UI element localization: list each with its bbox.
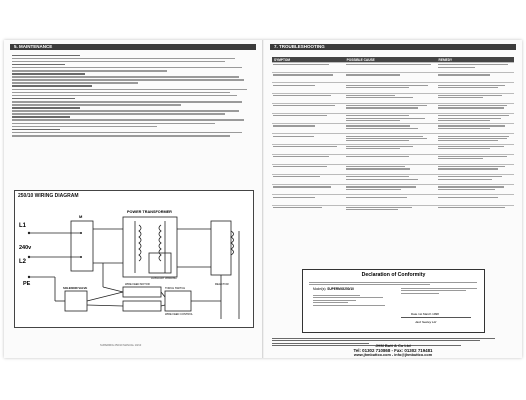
wiring-diagram (14, 190, 254, 328)
left-page-footer: SUPERMIG 250/10 MANUAL 10/10 (100, 344, 142, 347)
troubleshooting-table (272, 57, 514, 215)
declaration-of-conformity (302, 269, 485, 333)
right-page (264, 40, 522, 358)
table-row (272, 113, 514, 123)
table-row (272, 103, 514, 113)
troubleshooting-rows (272, 63, 514, 215)
label-torch: TORCH SWITCH (165, 287, 186, 290)
declaration-date: Date 1st March 1998 (411, 312, 439, 316)
table-row (272, 164, 514, 174)
table-row (272, 93, 514, 103)
declaration-signatory: Jack Seeley Ltd (415, 320, 437, 324)
table-row (272, 154, 514, 164)
label-solenoid: SOLENOID VALVE (63, 286, 88, 290)
table-row (272, 185, 514, 195)
company-web: www.jhmbuttco.com - info@jhmbuttco.com (353, 353, 433, 357)
label-l1: L1 (19, 223, 27, 229)
label-control: WIRE FEED CONTROL (165, 313, 193, 316)
col-cause: POSSIBLE CAUSE (345, 57, 437, 63)
table-row (272, 134, 514, 144)
troubleshooting-heading: 7. TROUBLESHOOTING (270, 44, 516, 50)
label-l2: L2 (19, 259, 27, 265)
model-value: SUPERMIG250/10 (327, 287, 354, 291)
label-auxiliary: AUXILIARY WINDING (151, 277, 177, 280)
table-row (272, 144, 514, 154)
manual-spread (4, 40, 522, 358)
maintenance-text (12, 53, 254, 138)
label-pe: PE (23, 281, 31, 287)
declaration-title: Declaration of Conformity (361, 272, 426, 278)
label-transformer: POWER TRANSFORMER (127, 210, 172, 214)
label-reactor: REACTOR (215, 282, 229, 286)
label-m: M (79, 214, 83, 219)
left-page (4, 40, 263, 358)
model-label: Model(s): (313, 287, 327, 291)
diagram-title: 250/10 WIRING DIAGRAM (18, 193, 79, 199)
table-row (272, 73, 514, 83)
label-motor: WIRE FEED MOTOR (125, 283, 150, 286)
maintenance-heading: 5. MAINTENANCE (10, 44, 256, 50)
table-row (272, 205, 514, 215)
table-row (272, 83, 514, 93)
declaration-standards (313, 293, 391, 307)
company-phone: Tel: 01302 710868 - Fax: 01302 719481 (353, 348, 433, 353)
declaration-right-text (401, 286, 477, 295)
label-voltage: 240v (19, 245, 32, 251)
signature-line (401, 317, 471, 318)
table-row (272, 175, 514, 185)
declaration-model (313, 287, 354, 291)
col-symptom: SYMPTOM (272, 57, 345, 63)
wiring-diagram-svg (15, 191, 253, 327)
table-row (272, 195, 514, 205)
col-remedy: REMEDY (437, 57, 514, 63)
table-row (272, 63, 514, 73)
company-name: JHM Butt & Co Ltd (375, 343, 411, 348)
table-row (272, 124, 514, 134)
